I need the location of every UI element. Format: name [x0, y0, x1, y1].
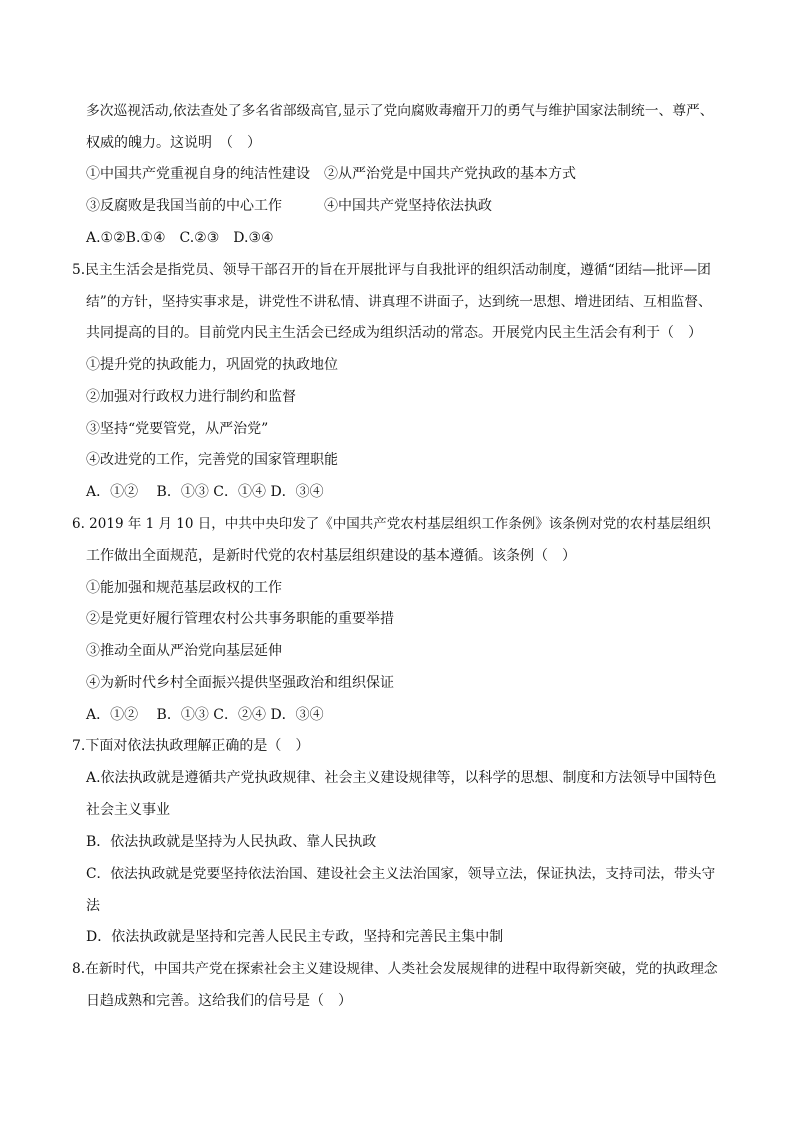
q5-stem-line-2: 结”的方针，坚持实事求是，讲党性不讲私情、讲真理不讲面子，达到统一思想、增进团结、互相监督、	[86, 294, 712, 310]
q5-option-3: ③坚持“党要管党，从严治党”	[86, 421, 269, 437]
q7-stem: 7.下面对依法执政理解正确的是（ ）	[72, 738, 310, 754]
q7-option-b: B．依法执政就是坚持为人民执政、靠人民执政	[86, 834, 377, 850]
q7-option-a-line-1: A.依法执政就是遵循共产党执政规律、社会主义建设规律等，以科学的思想、制度和方法领导中国特色	[86, 770, 717, 786]
q5-stem-line-1: 5.民主生活会是指党员、领导干部召开的旨在开展批评与自我批评的组织活动制度，遵循“团结—批评—团	[72, 262, 711, 278]
q5-option-4: ④改进党的工作，完善党的国家管理职能	[86, 452, 338, 468]
q4-stem-line-2: 权威的魄力。这说明 （ ）	[86, 135, 261, 151]
q6-option-4: ④为新时代乡村全面振兴提供坚强政治和组织保证	[86, 675, 394, 691]
q5-answer-choices: A．①② B．①③ C．①④ D．③④	[86, 484, 324, 500]
q4-options-row-1: ①中国共产党重视自身的纯洁性建设 ②从严治党是中国共产党执政的基本方式	[86, 166, 576, 182]
q5-stem-line-3: 共同提高的目的。目前党内民主生活会已经成为组织活动的常态。开展党内民主生活会有利于（ ）	[86, 325, 702, 341]
q7-option-d: D．依法执政就是坚持和完善人民民主专政，坚持和完善民主集中制	[86, 929, 504, 945]
q4-answer-choices: A.①②B.①④ C.②③ D.③④	[86, 230, 274, 246]
q6-answer-choices: A．①② B．①③ C．②④ D．③④	[86, 707, 324, 723]
q8-stem-line-1: 8.在新时代，中国共产党在探索社会主义建设规律、人类社会发展规律的进程中取得新突破，党的执政理念	[72, 961, 718, 977]
q6-option-2: ②是党更好履行管理农村公共事务职能的重要举措	[86, 611, 394, 627]
q7-option-c-line-2: 法	[86, 898, 100, 914]
q6-option-1: ①能加强和规范基层政权的工作	[86, 580, 282, 596]
q6-option-3: ③推动全面从严治党向基层延伸	[86, 643, 282, 659]
q5-option-1: ①提升党的执政能力，巩固党的执政地位	[86, 357, 338, 373]
q6-stem-line-2: 工作做出全面规范，是新时代党的农村基层组织建设的基本遵循。该条例（ ）	[86, 548, 576, 564]
q7-option-a-line-2: 社会主义事业	[86, 802, 170, 818]
q8-stem-line-2: 日趋成熟和完善。这给我们的信号是（ ）	[86, 993, 352, 1009]
q6-stem-line-1: 6. 2019 年 1 月 10 日，中共中央印发了《中国共产党农村基层组织工作条例》该条例对党的农村基层组织	[72, 516, 711, 532]
q4-stem-line-1: 多次巡视活动,依法查处了多名省部级高官,显示了党向腐败毒瘤开刀的勇气与维护国家法制统一、尊严、	[86, 103, 714, 119]
q5-option-2: ②加强对行政权力进行制约和监督	[86, 389, 296, 405]
q4-options-row-2: ③反腐败是我国当前的中心工作 ④中国共产党坚持依法执政	[86, 198, 492, 214]
q7-option-c-line-1: C．依法执政就是党要坚持依法治国、建设社会主义法治国家，领导立法，保证执法，支持司法，带头守	[86, 866, 716, 882]
